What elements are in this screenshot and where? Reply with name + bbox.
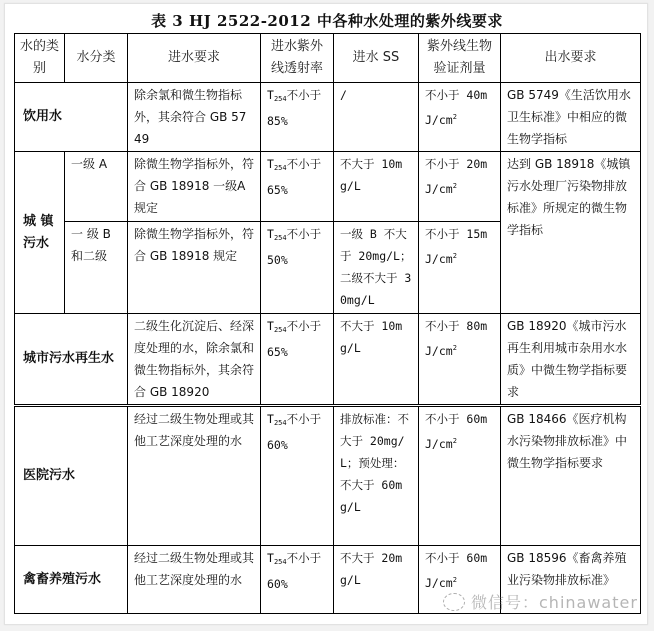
category-cell: 医院污水	[15, 406, 128, 546]
header-inlet-ss: 进水 SS	[334, 34, 419, 83]
ss-cell: /	[334, 83, 419, 152]
outlet-req-cell: 达到 GB 18918《城镇污水处理厂污染物排放标准》所规定的微生物学指标	[501, 152, 641, 314]
category-cell: 城 镇 污水	[15, 152, 65, 314]
inlet-req-cell: 经过二级生物处理或其他工艺深度处理的水	[128, 546, 261, 614]
outlet-req-cell: GB 18596《畜禽养殖业污染物排放标准》	[501, 546, 641, 614]
dose-cell: 不小于 $60mJ/cm^2$	[419, 546, 501, 614]
table-title: 表 3 HJ 2522-2012 中各种水处理的紫外线要求	[151, 12, 503, 30]
header-uv-dose: 紫外线生物验证剂量	[419, 34, 501, 83]
table-row-drinking-water	[15, 83, 641, 152]
uvt-cell: $T_{254}$不小于 60%	[261, 546, 334, 614]
dose-cell: 不小于 $80mJ/cm^2$	[419, 314, 501, 406]
uvt-cell: $T_{254}$不小于 65%	[261, 314, 334, 406]
dose-cell: 不小于 $20mJ/cm^2$	[419, 152, 501, 222]
wechat-icon	[443, 593, 465, 611]
inlet-req-cell: 二级生化沉淀后、经深度处理的水，除余氯和微生物指标外，其余符合 GB 18920	[128, 314, 261, 406]
subclass-cell: 一 级 B 和二级	[65, 222, 128, 314]
table-row-hospital-wastewater	[15, 406, 641, 546]
uvt-cell: $T_{254}$不小于 85%	[261, 83, 334, 152]
subclass-cell: 一级 A	[65, 152, 128, 222]
table-row-urban-grade-a	[15, 152, 641, 222]
ss-cell: 排放标准：不大于 20mg/L；预处理：不大于 60mg/L	[334, 406, 419, 546]
ss-cell: 不大于 20mg/L	[334, 546, 419, 614]
watermark: 微信号：chinawater	[443, 590, 638, 613]
header-water-subclass: 水分类	[65, 34, 128, 83]
uvt-cell: $T_{254}$不小于 50%	[261, 222, 334, 314]
header-outlet-requirement: 出水要求	[501, 34, 641, 83]
uv-requirements-table	[14, 33, 641, 614]
uvt-cell: $T_{254}$不小于 65%	[261, 152, 334, 222]
category-cell: 城市污水再生水	[15, 314, 128, 406]
header-water-category: 水的类别	[15, 34, 65, 83]
outlet-req-cell: GB 5749《生活饮用水卫生标准》中相应的微生物学指标	[501, 83, 641, 152]
header-uv-transmittance: 进水紫外线透射率	[261, 34, 334, 83]
dose-cell: 不小于 $40mJ/cm^2$	[419, 83, 501, 152]
category-cell: 饮用水	[15, 83, 128, 152]
dose-cell: 不小于 $60mJ/cm^2$	[419, 406, 501, 546]
inlet-req-cell: 除微生物学指标外，符合 GB 18918 规定	[128, 222, 261, 314]
inlet-req-cell: 经过二级生物处理或其他工艺深度处理的水	[128, 406, 261, 546]
table-row-reclaimed-water	[15, 314, 641, 406]
uvt-cell: $T_{254}$不小于 60%	[261, 406, 334, 546]
outlet-req-cell: GB 18920《城市污水再生利用城市杂用水水质》中微生物学指标要求	[501, 314, 641, 406]
inlet-req-cell: 除余氯和微生物指标外，其余符合 GB 5749	[128, 83, 261, 152]
ss-cell: 不大于 10mg/L	[334, 152, 419, 222]
ss-cell: 不大于 10mg/L	[334, 314, 419, 406]
outlet-req-cell: GB 18466《医疗机构水污染物排放标准》中微生物学指标要求	[501, 406, 641, 546]
category-cell: 禽畜养殖污水	[15, 546, 128, 614]
ss-cell: 一级 B 不大于 20mg/L；二级不大于 30mg/L	[334, 222, 419, 314]
inlet-req-cell: 除微生物学指标外，符合 GB 18918 一级A 规定	[128, 152, 261, 222]
header-inlet-requirement: 进水要求	[128, 34, 261, 83]
header-row	[15, 34, 641, 83]
dose-cell: 不小于 $15mJ/cm^2$	[419, 222, 501, 314]
